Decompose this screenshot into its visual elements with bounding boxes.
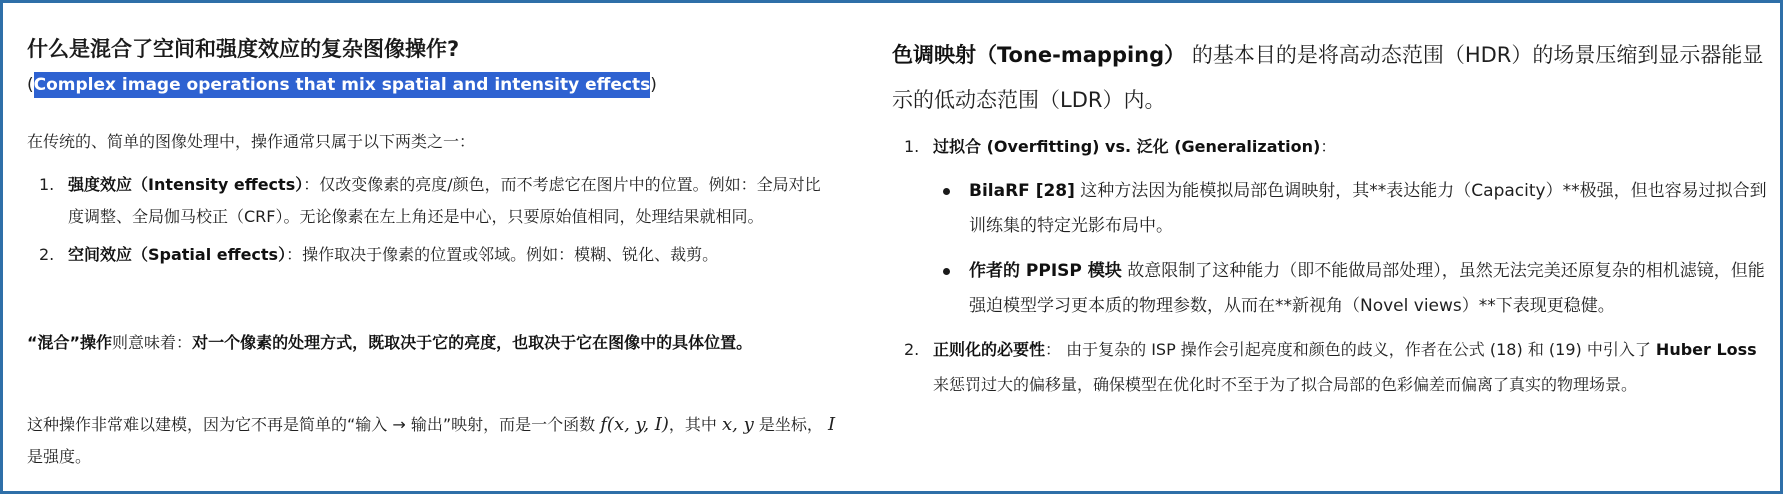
why-text-2: ，其中 — [668, 415, 717, 434]
bullet-text: 故意限制了这种能力（即不能做局部处理），虽然无法完美还原复杂的相机滤镜，但能强迫模型学习更本质的物理参数，从而在**新视角（Novel views）**下表现更稳健。 — [969, 261, 1765, 316]
why-text-3: 是坐标， — [758, 415, 823, 434]
list-item-text: ：仅改变像素的亮度/颜色，而不考虑它在图片中的位置。例如：全局对比度调整、全局伽马校正（CRF）。无论像素在左上角还是中心，只要原始值相同，处理结果就相同。 — [68, 175, 821, 226]
selected-text-highlight[interactable]: Complex image operations that mix spatial and intensity effects — [34, 72, 651, 98]
bullet-list — [933, 174, 1772, 324]
bullet-dot-icon — [943, 188, 950, 195]
math-function: f(x, y, I) — [600, 414, 669, 435]
mixed-text: 则意味着： — [112, 333, 193, 352]
bullet-text: 这种方法因为能模拟局部色调映射，其**表达能力（Capacity）**极强，但也容易过拟合到训练集的特定光影布局中。 — [969, 181, 1767, 236]
list-item-term: 过拟合 (Overfitting) vs. 泛化 (Generalization) — [933, 137, 1321, 156]
bullet-item — [933, 254, 1772, 324]
huber-loss-term: Huber Loss — [1655, 340, 1757, 359]
list-item-text: ： 由于复杂的 ISP 操作会引起亮度和颜色的歧义，作者在公式 (18) 和 (19) 中引入了 — [1045, 340, 1656, 359]
bullet-term: BilaRF [28] — [969, 181, 1075, 201]
list-item-term: 正则化的必要性 — [933, 340, 1046, 359]
math-intensity: I — [827, 414, 836, 435]
math-coords: x, y — [722, 414, 754, 435]
mixed-definition: 对一个像素的处理方式，既取决于它的亮度，也取决于它在图像中的具体位置。 — [192, 333, 753, 352]
points-list — [892, 129, 1772, 402]
mixed-operation-paragraph — [27, 327, 842, 359]
why-text-4: 是强度。 — [27, 447, 92, 466]
list-item-text: ：操作取决于像素的位置或邻域。例如：模糊、锐化、裁剪。 — [286, 245, 719, 264]
list-item — [892, 129, 1772, 324]
tone-mapping-term: 色调映射（Tone-mapping） — [892, 43, 1186, 67]
effects-list — [27, 169, 827, 271]
list-item-text-2: 来惩罚过大的偏移量，确保模型在优化时不至于为了拟合局部的色彩偏差而偏离了真实的物理场景。 — [933, 375, 1638, 394]
list-number: 2. — [39, 245, 55, 264]
tone-mapping-text: 的基本目的是将高动态范围（HDR）的场景压缩到显示器能显示的低动态范围（LDR）内。 — [892, 43, 1764, 112]
section-subtitle — [27, 75, 657, 95]
list-item-term: 强度效应（Intensity effects） — [68, 175, 304, 194]
bullet-dot-icon — [943, 268, 950, 275]
tone-mapping-paragraph — [892, 33, 1767, 123]
list-item-text: ： — [1320, 137, 1337, 156]
list-item — [27, 169, 827, 233]
list-item-term: 空间效应（Spatial effects） — [68, 245, 287, 264]
bullet-term: 作者的 PPISP 模块 — [969, 261, 1122, 281]
list-number: 2. — [904, 340, 920, 359]
paren-open: ( — [27, 75, 34, 95]
modeling-difficulty-paragraph — [27, 409, 842, 473]
section-title: 什么是混合了空间和强度效应的复杂图像操作? — [27, 37, 460, 61]
mixed-term: “混合”操作 — [27, 333, 113, 352]
list-item — [892, 332, 1772, 402]
intro-paragraph: 在传统的、简单的图像处理中，操作通常只属于以下两类之一： — [27, 132, 476, 151]
why-text-1: 这种操作非常难以建模，因为它不再是简单的“输入 → 输出”映射，而是一个函数 — [27, 415, 596, 434]
paren-close: ) — [650, 75, 657, 95]
list-number: 1. — [904, 137, 920, 156]
list-number: 1. — [39, 175, 55, 194]
list-item — [27, 239, 827, 271]
bullet-item — [933, 174, 1772, 244]
